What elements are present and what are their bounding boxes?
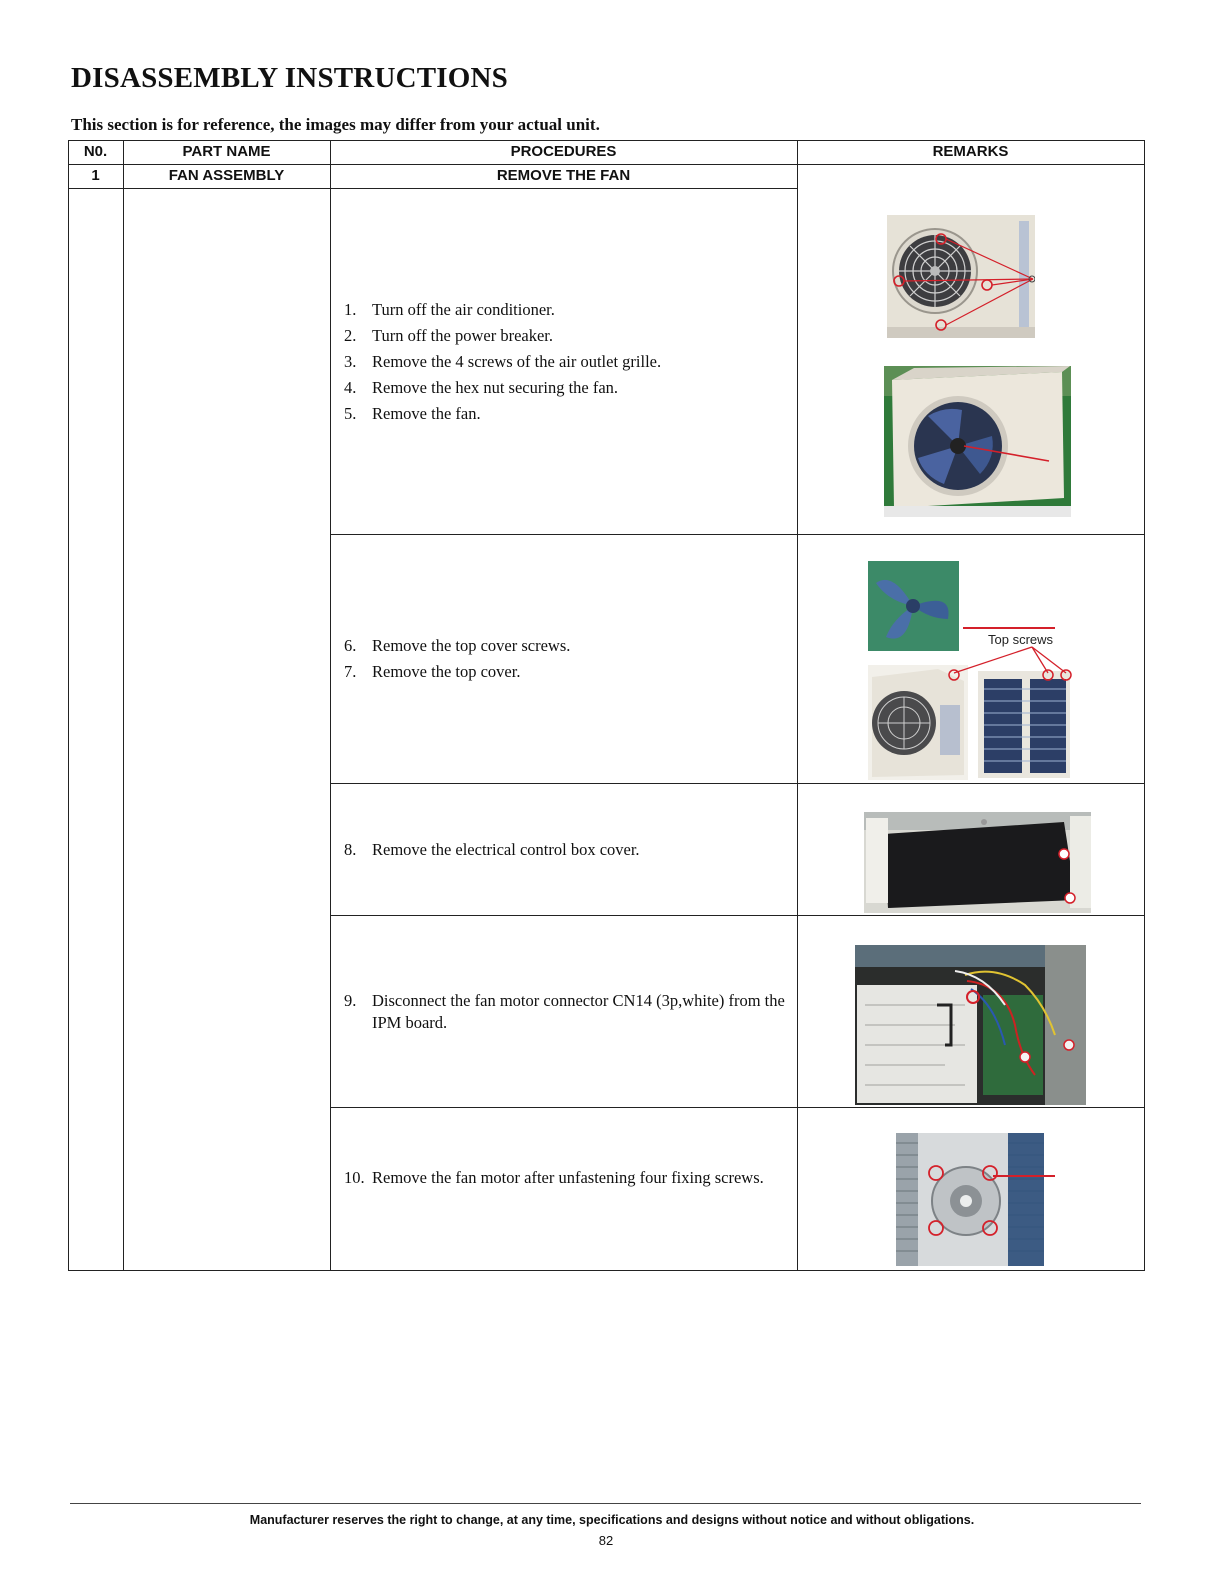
page-number: 82 [598,1533,614,1548]
section-divider-4 [331,1107,1145,1108]
step-item [344,323,800,349]
step-number: 7. [344,662,357,681]
step-item [344,1167,764,1189]
section-divider-3 [331,915,1145,916]
step-text: Remove the electrical control box cover. [372,840,640,859]
step-text: Turn off the air conditioner. [372,300,555,319]
footer-disclaimer: Manufacturer reserves the right to change, at any time, specifications and designs without notice and without obligations. [249,1513,975,1527]
header-no: N0. [83,143,108,160]
header-part-name: PART NAME [182,143,271,160]
table-border-bottom [68,1270,1145,1271]
procedure-title: REMOVE THE FAN [496,167,631,184]
row-divider [68,188,798,189]
step-text: Remove the top cover. [372,662,521,681]
photo-ipm-board [855,945,1086,1105]
section-divider-2 [331,783,1145,784]
page-subtitle: This section is for reference, the images may differ from your actual unit. [71,115,600,134]
step-number: 3. [344,352,357,371]
photo-fan-exposed [884,366,1071,517]
photo-outdoor-unit-grille [887,215,1035,338]
step-item [344,297,800,323]
step-number: 8. [344,840,357,859]
step-number: 4. [344,378,357,397]
step-number: 2. [344,326,357,345]
part-name: FAN ASSEMBLY [168,167,285,184]
step-number: 10. [344,1168,365,1187]
photo-fan-blade [868,561,959,651]
table-border-left [68,140,69,1271]
step-item [344,349,800,375]
step-item [344,837,800,863]
top-screws-callout: Top screws [988,632,1054,647]
section-divider-1 [331,534,1145,535]
step-item [344,633,800,659]
disassembly-table [68,140,1145,1271]
step-text: Remove the top cover screws. [372,636,571,655]
footer-divider [70,1503,1141,1504]
step-item [344,375,800,401]
step-text: Remove the fan motor after unfastening four fixing screws. [372,1168,764,1187]
header-remarks: REMARKS [932,143,1009,160]
callout-leader-lines [948,645,1088,680]
table-border-right [1144,140,1145,1271]
annotation-line [963,627,1055,629]
steps-section-1 [344,297,800,427]
annotation-arrow-line [993,1175,1055,1177]
step-text: Remove the hex nut securing the fan. [372,378,619,397]
row-number: 1 [91,167,100,184]
step-number: 9. [344,991,357,1010]
step-text: Turn off the power breaker. [372,326,554,345]
column-divider-no [123,140,124,1271]
step-number: 5. [344,404,357,423]
page-title: DISASSEMBLY INSTRUCTIONS [71,62,508,94]
step-text: Remove the fan. [372,404,481,423]
steps-section-4 [344,990,800,1034]
step-item [344,659,800,685]
steps-section-2 [344,633,800,685]
photo-unit-side [868,665,968,780]
photo-unit-rear [976,665,1072,780]
step-text: Remove the 4 screws of the air outlet grille. [372,352,662,371]
steps-section-3 [344,837,800,863]
step-number: 6. [344,636,357,655]
step-item [344,401,800,427]
steps-section-5 [344,1167,764,1189]
step-number: 1. [344,300,357,319]
step-item [344,990,800,1034]
column-divider-part [330,140,331,1271]
step-text: Disconnect the fan motor connector CN14 (3p,white) from the IPM board. [372,991,785,1032]
photo-control-box-cover [864,812,1091,913]
header-procedures: PROCEDURES [510,143,617,160]
photo-fan-motor-mount [896,1133,1044,1266]
